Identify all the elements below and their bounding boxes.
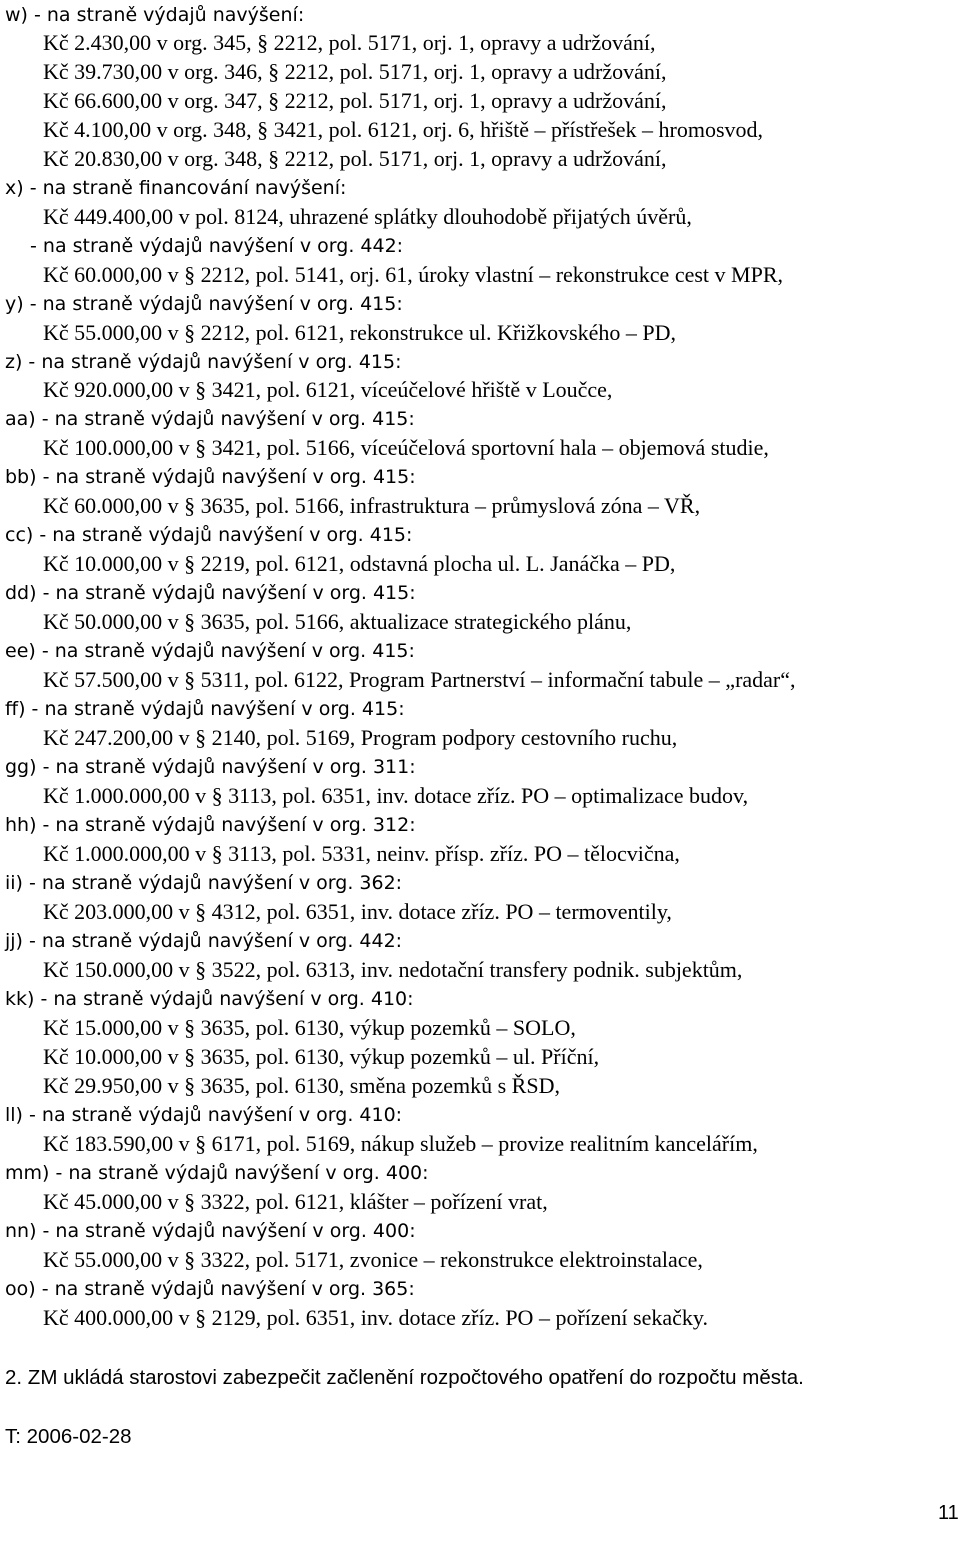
section-heading: cc) - na straně výdajů navýšení v org. 415:	[5, 524, 413, 546]
budget-line: Kč 55.000,00 v § 3322, pol. 5171, zvonice – rekonstrukce elektroinstalace,	[43, 1247, 703, 1272]
budget-line: Kč 1.000.000,00 v § 3113, pol. 6351, inv. dotace zříz. PO – optimalizace budov,	[43, 783, 749, 808]
section-heading: y) - na straně výdajů navýšení v org. 415:	[5, 293, 403, 315]
budget-line: Kč 2.430,00 v org. 345, § 2212, pol. 5171, orj. 1, opravy a udržování,	[43, 30, 656, 55]
budget-line: Kč 60.000,00 v § 2212, pol. 5141, orj. 61, úroky vlastní – rekonstrukce cest v MPR,	[43, 262, 783, 287]
page-number: 11	[938, 1502, 959, 1524]
section-heading: bb) - na straně výdajů navýšení v org. 415:	[5, 466, 416, 488]
section-heading: z) - na straně výdajů navýšení v org. 415:	[5, 351, 402, 373]
budget-line: Kč 15.000,00 v § 3635, pol. 6130, výkup pozemků – SOLO,	[43, 1015, 576, 1040]
section-heading: dd) - na straně výdajů navýšení v org. 415:	[5, 582, 416, 604]
budget-line: Kč 50.000,00 v § 3635, pol. 5166, aktualizace strategického plánu,	[43, 609, 632, 634]
budget-line: Kč 449.400,00 v pol. 8124, uhrazené splátky dlouhodobě přijatých úvěrů,	[43, 204, 692, 229]
budget-line: Kč 57.500,00 v § 5311, pol. 6122, Program Partnerství – informační tabule – „radar“,	[43, 667, 796, 692]
section-heading: x) - na straně financování navýšení:	[5, 177, 347, 199]
budget-line: Kč 247.200,00 v § 2140, pol. 5169, Program podpory cestovního ruchu,	[43, 725, 678, 750]
section-heading: jj) - na straně výdajů navýšení v org. 442:	[5, 930, 403, 952]
budget-line: Kč 100.000,00 v § 3421, pol. 5166, víceúčelová sportovní hala – objemová studie,	[43, 435, 769, 460]
resolution-paragraph: 2. ZM ukládá starostovi zabezpečit začlenění rozpočtového opatření do rozpočtu města.	[5, 1366, 804, 1389]
budget-line: Kč 920.000,00 v § 3421, pol. 6121, víceúčelové hřiště v Loučce,	[43, 377, 613, 402]
budget-line: Kč 10.000,00 v § 2219, pol. 6121, odstavná plocha ul. L. Janáčka – PD,	[43, 551, 676, 576]
budget-line: Kč 45.000,00 v § 3322, pol. 6121, klášter – pořízení vrat,	[43, 1189, 548, 1214]
budget-line: Kč 20.830,00 v org. 348, § 2212, pol. 5171, orj. 1, opravy a udržování,	[43, 146, 667, 171]
section-heading: ee) - na straně výdajů navýšení v org. 415:	[5, 640, 415, 662]
budget-line: Kč 39.730,00 v org. 346, § 2212, pol. 5171, orj. 1, opravy a udržování,	[43, 59, 667, 84]
section-heading: ll) - na straně výdajů navýšení v org. 410:	[5, 1104, 403, 1126]
budget-line: Kč 66.600,00 v org. 347, § 2212, pol. 5171, orj. 1, opravy a udržování,	[43, 88, 667, 113]
section-heading: mm) - na straně výdajů navýšení v org. 400:	[5, 1162, 429, 1184]
deadline: T: 2006-02-28	[5, 1425, 132, 1448]
budget-line: Kč 203.000,00 v § 4312, pol. 6351, inv. dotace zříz. PO – termoventily,	[43, 899, 672, 924]
budget-line: Kč 150.000,00 v § 3522, pol. 6313, inv. nedotační transfery podnik. subjektům,	[43, 957, 743, 982]
section-heading: hh) - na straně výdajů navýšení v org. 312:	[5, 814, 416, 836]
budget-line: Kč 55.000,00 v § 2212, pol. 6121, rekonstrukce ul. Křižkovského – PD,	[43, 320, 677, 345]
section-heading: nn) - na straně výdajů navýšení v org. 400:	[5, 1220, 416, 1242]
section-heading: oo) - na straně výdajů navýšení v org. 365:	[5, 1278, 415, 1300]
section-heading: ii) - na straně výdajů navýšení v org. 362:	[5, 872, 403, 894]
budget-line: Kč 60.000,00 v § 3635, pol. 5166, infrastruktura – průmyslová zóna – VŘ,	[43, 493, 701, 518]
section-heading: - na straně výdajů navýšení v org. 442:	[30, 235, 404, 257]
section-heading: kk) - na straně výdajů navýšení v org. 410:	[5, 988, 414, 1010]
budget-line: Kč 29.950,00 v § 3635, pol. 6130, směna pozemků s ŘSD,	[43, 1073, 560, 1098]
section-heading: ff) - na straně výdajů navýšení v org. 415:	[5, 698, 405, 720]
budget-line: Kč 1.000.000,00 v § 3113, pol. 5331, neinv. přísp. zříz. PO – tělocvična,	[43, 841, 680, 866]
budget-line: Kč 183.590,00 v § 6171, pol. 5169, nákup služeb – provize realitním kancelářím,	[43, 1131, 758, 1156]
budget-line: Kč 10.000,00 v § 3635, pol. 6130, výkup pozemků – ul. Příční,	[43, 1044, 600, 1069]
section-heading: w) - na straně výdajů navýšení:	[5, 4, 305, 26]
section-heading: gg) - na straně výdajů navýšení v org. 311:	[5, 756, 416, 778]
section-heading: aa) - na straně výdajů navýšení v org. 415:	[5, 408, 415, 430]
budget-line: Kč 4.100,00 v org. 348, § 3421, pol. 6121, orj. 6, hřiště – přístřešek – hromosvod,	[43, 117, 764, 142]
budget-line: Kč 400.000,00 v § 2129, pol. 6351, inv. dotace zříz. PO – pořízení sekačky.	[43, 1305, 708, 1330]
